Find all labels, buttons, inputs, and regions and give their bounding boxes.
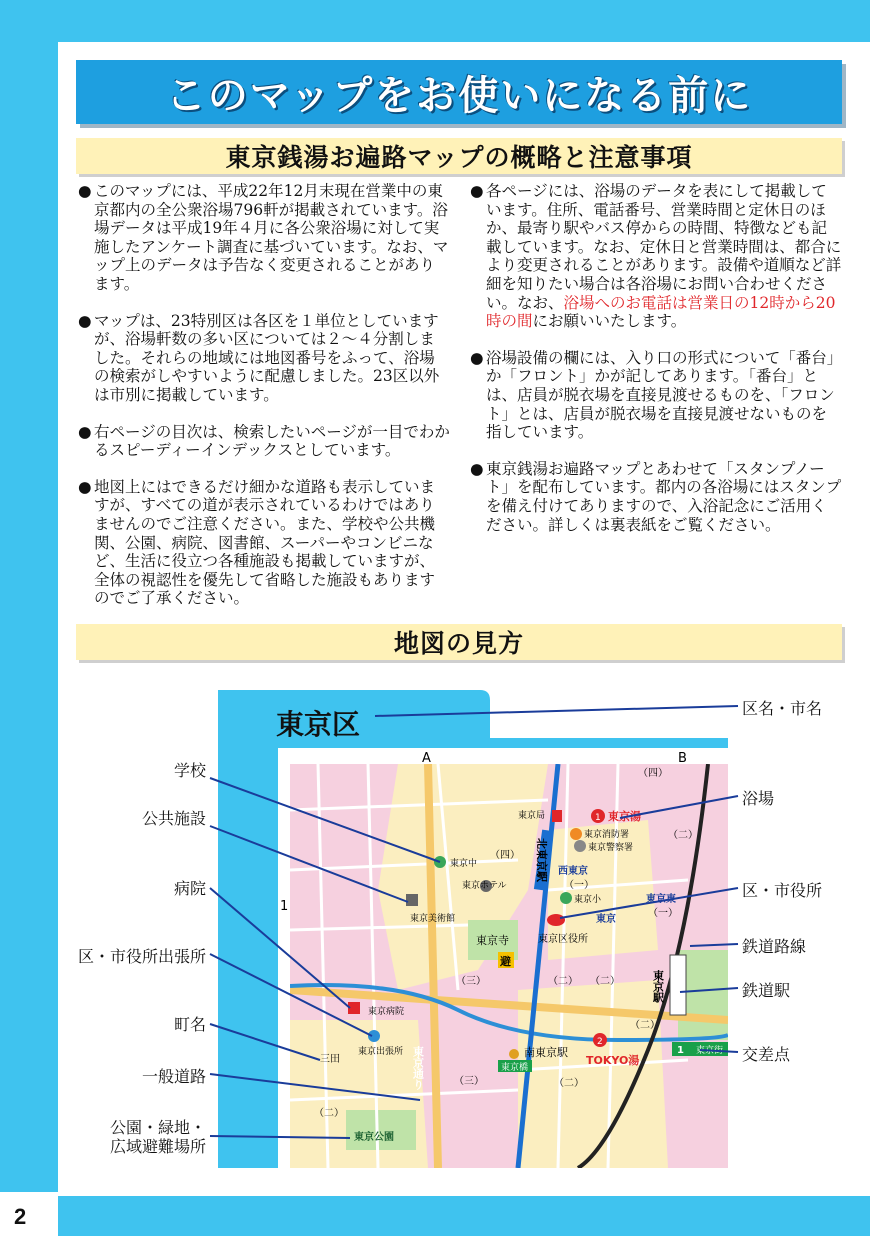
post-office-icon — [552, 810, 562, 822]
park-green — [346, 1110, 416, 1150]
legend-map-svg — [218, 690, 728, 1168]
post-label: 東京局 — [518, 811, 546, 821]
public-facility-icon — [406, 894, 418, 906]
minami-station-label: 南東京駅 — [524, 1046, 568, 1059]
kita-station-label: 北東京駅 — [535, 838, 548, 882]
frame-left — [0, 0, 58, 1192]
fire-label: 東京消防署 — [584, 830, 630, 840]
elementary-icon — [560, 892, 572, 904]
left-item-1: ● このマップには、平成22年12月末現在営業中の東京都内の全公衆浴場796軒が掲載されています。浴場データは平成19年４月に各公衆浴場に対して実施したアンケート調査に基づいています。なお、マップ上のデータは予告なく変更されることがあります。 — [78, 182, 449, 293]
callout-branch-office: 区・市役所出張所 — [77, 947, 206, 966]
route-number: 1 — [677, 1045, 684, 1056]
fire-station-icon — [570, 828, 582, 840]
section1-title: 東京銭湯お遍路マップの概略と注意事項 — [225, 143, 693, 172]
intersection-label: 東京橋 — [501, 1063, 529, 1073]
section2-header — [76, 624, 842, 660]
street-label: 東京通り — [411, 1046, 425, 1090]
school-label: 東京中 — [450, 859, 478, 869]
nishi-tokyo-label: 西東京 — [558, 866, 588, 877]
chome-2d: （二） — [630, 1020, 660, 1031]
bullet-icon: ● — [78, 422, 92, 441]
temple-label: 東京寺 — [476, 934, 509, 947]
legend-map — [218, 690, 728, 1168]
hospital-icon — [348, 1002, 360, 1014]
tokyo-east-label: 東京東 — [646, 894, 676, 905]
phone-hours-note: 浴場へのお電話は営業日の12時から20時の間 — [486, 293, 836, 331]
grid-label-a: A — [422, 751, 431, 766]
bath-1-number: 1 — [595, 813, 601, 823]
page-title-bar — [76, 60, 842, 124]
chome-2f: （二） — [314, 1108, 344, 1119]
left-item-2: ● マップは、23特別区は各区を１単位としていますが、浴場軒数の多い区については２～４分割しました。それらの地域には地図番号をふって、浴場の検索がしやすいように配慮しました。23区以外は市別に掲載しています。 — [78, 311, 440, 404]
bullet-icon: ● — [470, 182, 484, 200]
callout-bath: 浴場 — [742, 789, 775, 808]
right-item-2: ● 浴場設備の欄には、入り口の形式について「番台」か「フロント」かが記してあります。「番台」とは、店員が脱衣場を直接見渡せるものを、「フロント」とは、店員が脱衣場を直接見渡せないものを指しています。 — [470, 348, 835, 442]
station-bar-tokyo — [670, 955, 686, 1015]
chome-2e: （二） — [554, 1078, 584, 1089]
callout-intersection: 交差点 — [742, 1045, 791, 1064]
school-icon — [434, 856, 446, 868]
tokyo-small-label: 東京 — [596, 914, 616, 925]
left-column — [78, 182, 450, 626]
page-title: このマップをお使いになる前に — [165, 72, 753, 119]
chome-4b: （四） — [638, 768, 668, 779]
hospital-label: 東京病院 — [368, 1007, 405, 1017]
chome-4a: （四） — [490, 850, 520, 861]
bath-1-label: 東京湯 — [608, 810, 641, 823]
bullet-icon: ● — [470, 348, 484, 367]
right-item-3: ● 東京銭湯お遍路マップとあわせて「スタンプノート」を配布しています。都内の各浴場にはスタンプを備え付けてありますので、入浴記念にご活用ください。詳しくは裏表紙をご覧ください。 — [470, 459, 842, 534]
police-icon — [574, 840, 586, 852]
bath-2-label: TOKYO湯 — [586, 1054, 640, 1067]
page-number: 2 — [14, 1204, 27, 1229]
chome-2a: （二） — [668, 830, 698, 841]
branch-label: 東京出張所 — [358, 1047, 404, 1057]
ward-office-icon — [547, 914, 565, 926]
left-item-4: ● 地図上にはできるだけ細かな道路も表示していますが、すべての道が表示されているわけではありませんのでご注意ください。また、学校や公共機関、公園、病院、図書館、スーパーやコンビニなど、生活に役立つ各種施設も掲載していますが、全体の視認性を優先して省略した施設もありますのでご了承ください。 — [78, 477, 436, 608]
tokyo-station-label: 東京駅 — [651, 970, 665, 1003]
mita-label: 三田 — [320, 1054, 340, 1065]
chome-1b: （一） — [648, 908, 678, 919]
ward-title: 東京区 — [276, 708, 361, 741]
bullet-icon: ● — [78, 182, 92, 200]
park-label: 東京公園 — [354, 1132, 394, 1143]
right-item-1: ● 各ページには、浴場のデータを表にして掲載しています。住所、電話番号、営業時間と定休日のほか、最寄り駅やバス停からの時間、特徴なども記載しています。なお、定休日と営業時間は、都合により変更されることがあります。設備や道順など詳細を知りたい場合は各浴場にお問い合わせください。なお、浴場へのお電話は営業日の12時から20時の間にお願いいたします。 — [470, 182, 842, 331]
chome-2b: （二） — [548, 976, 578, 987]
section1-header — [76, 138, 842, 174]
police-label: 東京警察署 — [588, 843, 634, 853]
callout-school: 学校 — [173, 761, 206, 780]
callout-hospital: 病院 — [173, 879, 206, 898]
callout-railway: 鉄道路線 — [742, 937, 807, 956]
callout-park: 公園・緑地・ 広域避難場所 — [109, 1118, 206, 1156]
bullet-icon: ● — [78, 477, 92, 496]
frame-top — [0, 0, 870, 42]
chome-2c: （二） — [590, 976, 620, 987]
ward-office-label: 東京区役所 — [538, 934, 588, 945]
branch-office-icon — [368, 1030, 380, 1042]
left-item-3: ● 右ページの目次は、検索したいページが一目でわかるスピーディーインデックスとしています。 — [78, 422, 450, 460]
frame-bottom — [58, 1196, 870, 1236]
section2-title: 地図の見方 — [393, 629, 524, 658]
evacuation-label: 避 — [500, 955, 511, 968]
callout-town-name: 町名 — [173, 1015, 206, 1034]
grid-label-1: 1 — [280, 899, 289, 914]
chome-3b: （三） — [454, 1076, 484, 1087]
museum-label: 東京美術館 — [410, 914, 456, 924]
route-name: 東京街 — [696, 1046, 724, 1056]
chome-3a: （三） — [456, 976, 486, 987]
bullet-icon: ● — [78, 311, 92, 330]
callout-ward-name: 区名・市名 — [742, 699, 823, 718]
chome-1a: （一） — [564, 880, 594, 891]
callout-station: 鉄道駅 — [742, 981, 791, 1000]
bullet-icon: ● — [470, 459, 484, 478]
callout-public-facility: 公共施設 — [141, 809, 206, 828]
callout-road: 一般道路 — [141, 1067, 206, 1086]
hotel-label: 東京ホテル — [462, 881, 507, 891]
bath-2-number: 2 — [597, 1037, 603, 1047]
traffic-signal-icon — [509, 1049, 519, 1059]
callout-ward-office: 区・市役所 — [742, 881, 823, 900]
elementary-label: 東京小 — [574, 895, 602, 905]
grid-label-b: B — [678, 751, 687, 766]
right-column — [470, 182, 842, 552]
